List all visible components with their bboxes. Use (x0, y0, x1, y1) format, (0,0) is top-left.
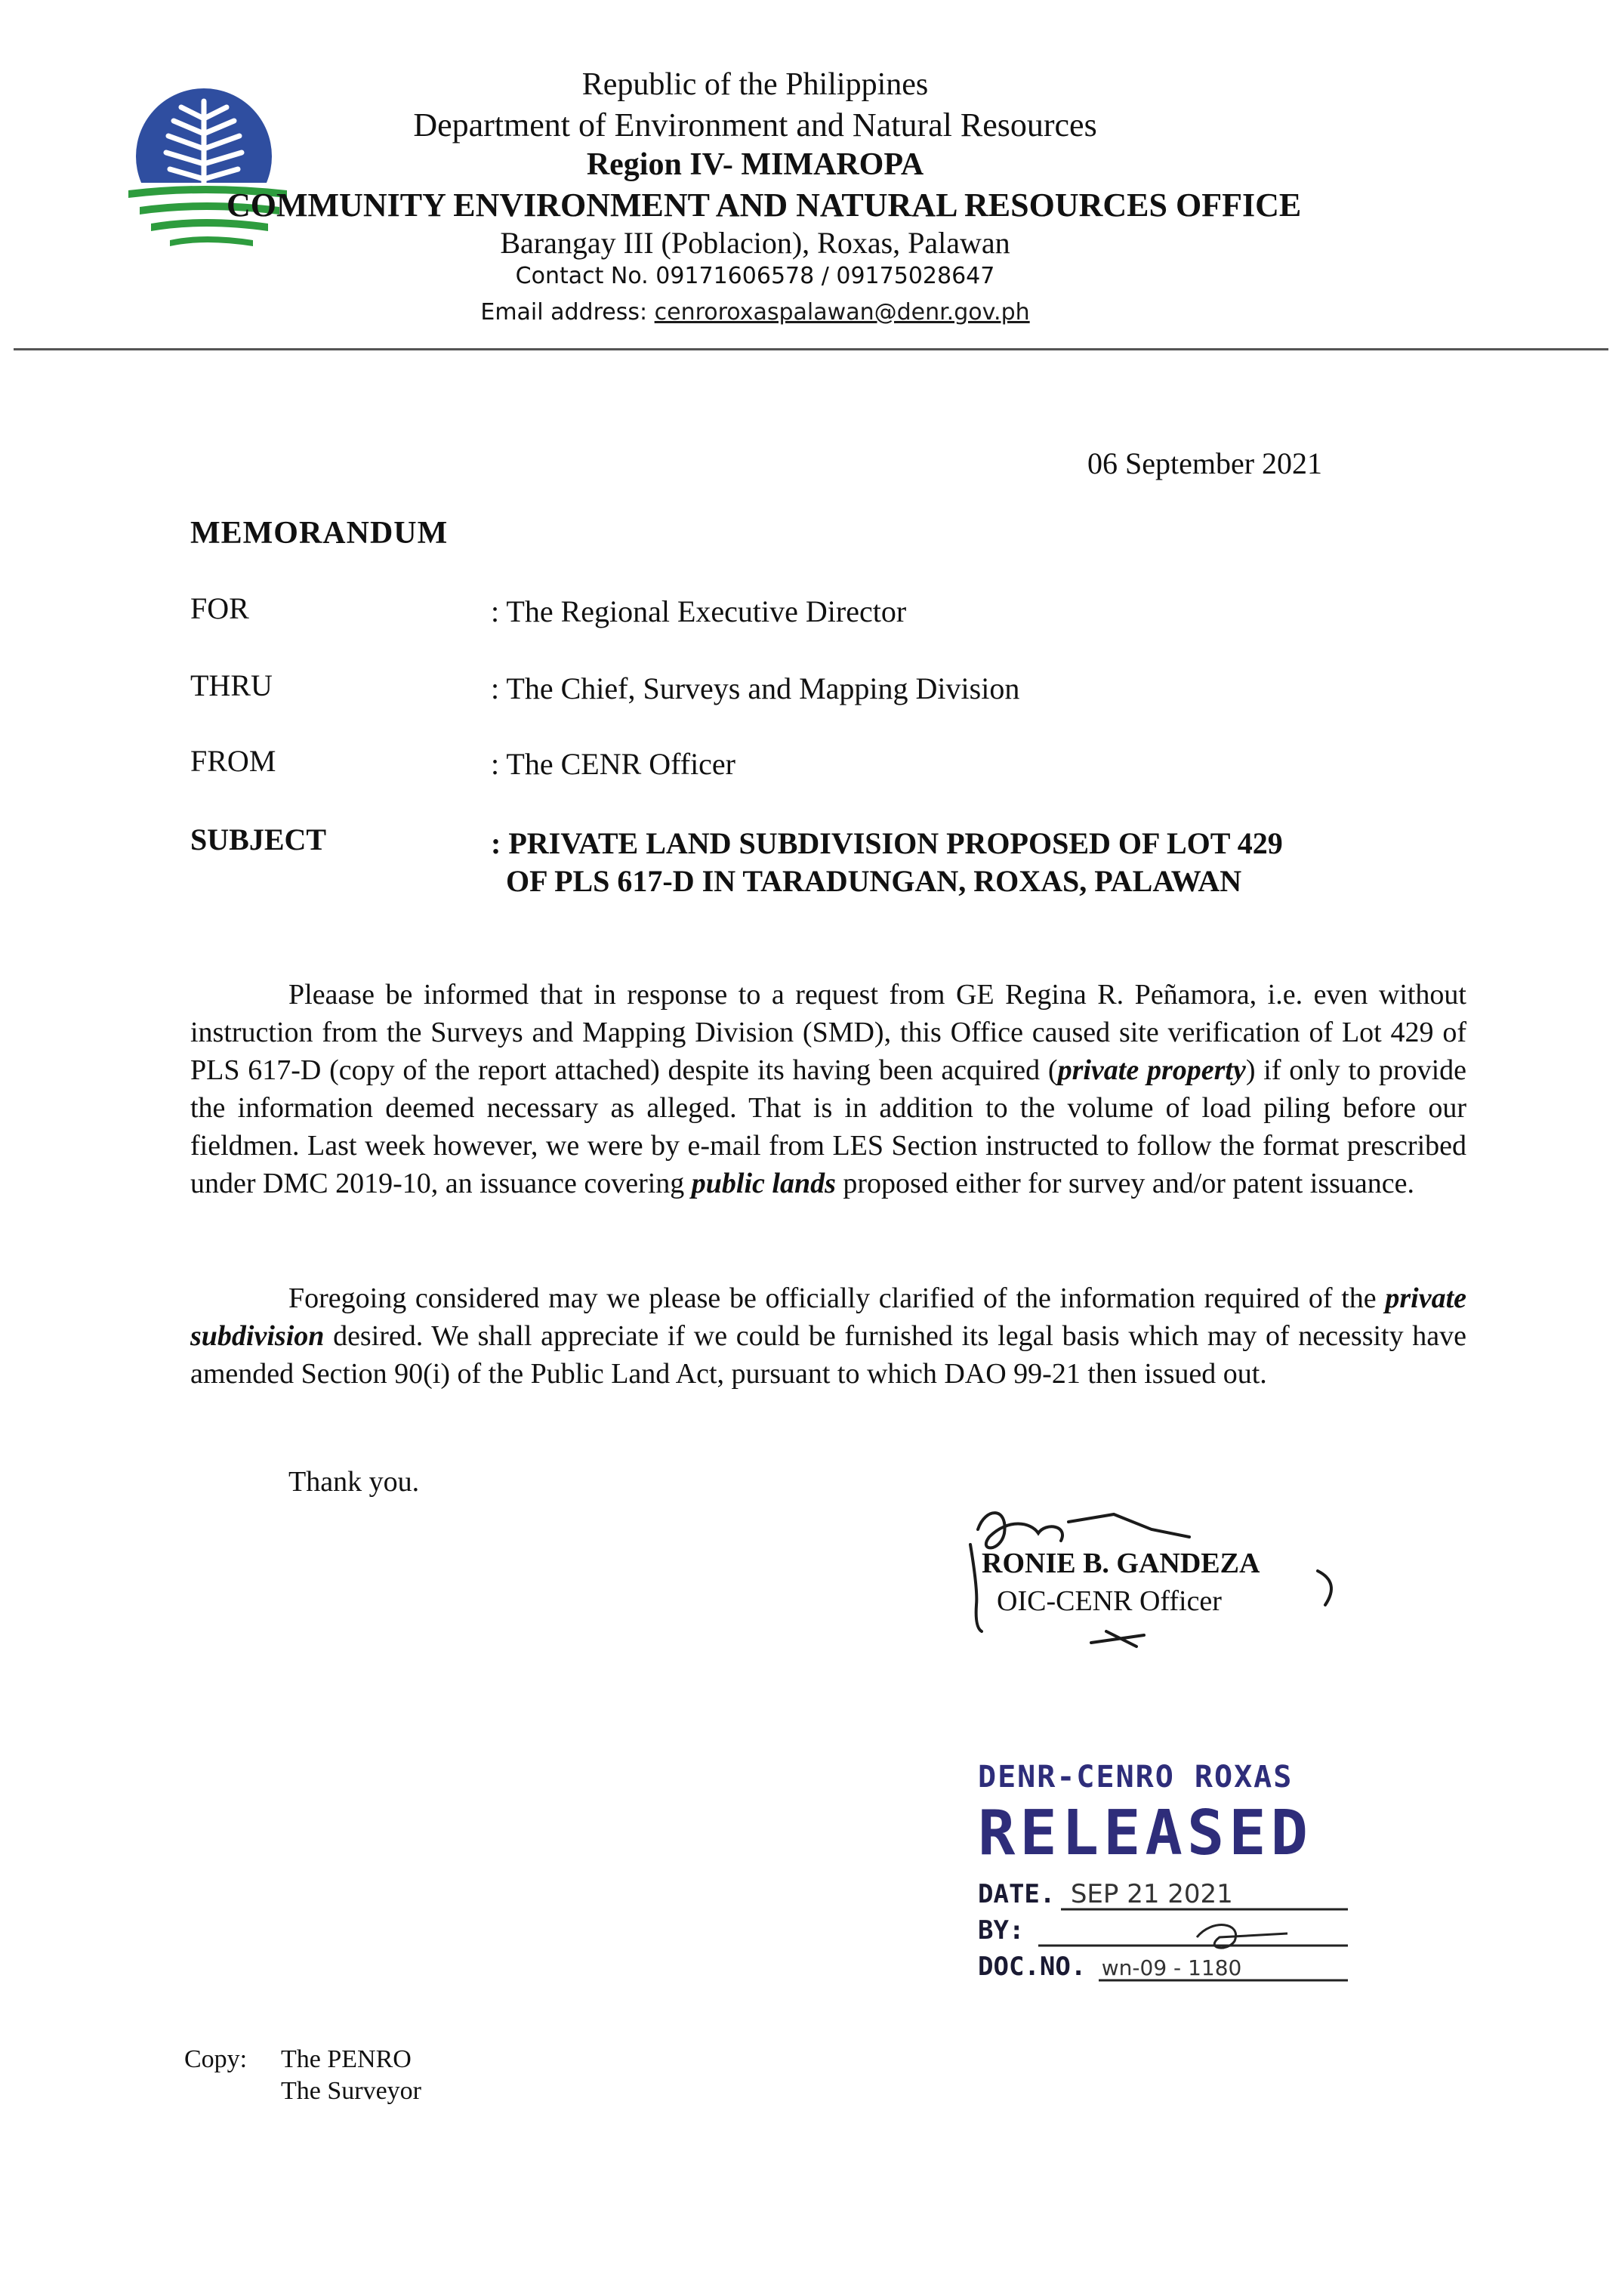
header-republic: Republic of the Philippines (581, 67, 929, 102)
header-address: Barangay III (Poblacion), Roxas, Palawan (500, 226, 1010, 260)
body-paragraph-2 (190, 1279, 1466, 1393)
from-value: : The CENR Officer (491, 747, 736, 781)
p1-text-b: ) if only to provide the information deemed necessary as alleged. That is in addition to the volume of load piling before our fieldmen. Last week however, we were by e-mail from LES Section instructed to follow the format prescribed under DMC 2019-10, an issuance covering (190, 1054, 1466, 1199)
header-divider (14, 348, 1608, 350)
stamp-lines (970, 1760, 1363, 1986)
stamp-doc-label: DOC.NO. (978, 1952, 1087, 1982)
email-link[interactable]: cenroroxaspalawan@denr.gov.ph (654, 299, 1030, 326)
stamp-date-value: SEP 21 2021 (1070, 1879, 1233, 1909)
for-value: : The Regional Executive Director (491, 594, 907, 628)
released-stamp (970, 1760, 1363, 1986)
email-label: Email address: (480, 299, 655, 326)
stamp-by-line: BY: (978, 1915, 1025, 1946)
p1-emphasis-public-lands: public lands (691, 1168, 836, 1199)
header-office: COMMUNITY ENVIRONMENT AND NATURAL RESOURCES OFFICE (227, 187, 1302, 224)
header-region: Region IV- MIMAROPA (586, 147, 924, 182)
memo-title: MEMORANDUM (190, 516, 449, 551)
subject-value: : PRIVATE LAND SUBDIVISION PROPOSED OF LOT 429 OF PLS 617-D IN TARADUNGAN, ROXAS, PALAWAN (491, 826, 1283, 898)
copy-recipient-2: The Surveyor (281, 2077, 422, 2105)
header-department: Department of Environment and Natural Resources (413, 106, 1097, 144)
body-paragraph-1 (190, 976, 1466, 1202)
thru-value: : The Chief, Surveys and Mapping Division (491, 671, 1020, 705)
closing-thanks: Thank you. (288, 1466, 420, 1498)
header-email-line (227, 299, 1284, 326)
for-label: FOR (190, 591, 249, 625)
thru-label: THRU (190, 668, 273, 702)
subject-label: SUBJECT (190, 822, 327, 856)
copy-label: Copy: (184, 2045, 248, 2073)
stamp-date-label: DATE. (978, 1879, 1056, 1909)
p2-text-a: Foregoing considered may we please be officially clarified of the information required of the (288, 1282, 1386, 1314)
p1-text-c: proposed either for survey and/or patent issuance. (835, 1168, 1414, 1199)
p2-text-b: desired. We shall appreciate if we could be furnished its legal basis which may of necessity have amended Section 90(i) of the Public Land Act, pursuant to which DAO 99-21 then issued out. (190, 1320, 1466, 1390)
memo-date: 06 September 2021 (1087, 446, 1323, 480)
header-contact: Contact No. 09171606578 / 09175028647 (515, 263, 995, 289)
from-label: FROM (190, 744, 276, 778)
stamp-office: DENR-CENRO ROXAS (978, 1760, 1294, 1795)
stamp-doc-value: wn-09 - 1180 (1101, 1955, 1242, 1980)
p1-emphasis-private-property: private property (1057, 1054, 1246, 1086)
copy-recipient-1: The PENRO (281, 2045, 412, 2073)
p1-text-a: Pleaase be informed that in response to a request from GE Regina R. Peñamora, i.e. even without instruction from the Surveys and Mapping Division (SMD), this Office caused site verification of Lot 429 of PLS 617-D (copy of the report attached) despite its having been acquired ( (190, 979, 1466, 1086)
p2-emphasis-private-subdivision: private subdivision (190, 1282, 1466, 1352)
signatory-title: OIC-CENR Officer (997, 1585, 1222, 1617)
stamp-status: RELEASED (978, 1798, 1312, 1869)
handwritten-signature (963, 1499, 1355, 1665)
signatory-name: RONIE B. GANDEZA (982, 1548, 1260, 1579)
